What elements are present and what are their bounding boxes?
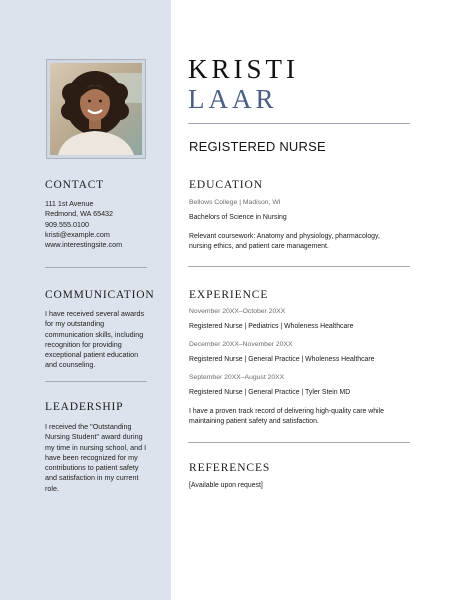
job-dates: November 20XX–October 20XX [189,308,286,315]
sidebar-divider [45,381,147,382]
address-line-1: 111 1st Avenue [45,199,94,208]
job-role: Registered Nurse | General Practice | Tyler Stein MD [189,389,351,396]
coursework [189,232,411,252]
leadership-heading: LEADERSHIP [45,401,124,413]
contact-details [45,199,155,250]
experience-summary [189,407,411,427]
section-divider [188,266,410,267]
job-title: REGISTERED NURSE [189,139,326,154]
text-line: Nursing Student" award during [45,432,143,442]
text-line: I have a proven track record of delivering high-quality care while [189,408,384,415]
education-heading: EDUCATION [189,179,263,191]
text-line: and satisfaction in my current [45,473,139,483]
text-line: and counseling. [45,360,96,370]
experience-heading: EXPERIENCE [189,289,269,301]
sidebar [0,0,171,600]
references-heading: REFERENCES [189,462,271,474]
portrait-image [50,63,142,155]
header-divider [188,123,410,124]
section-divider [188,442,410,443]
phone-number: 909.555.0100 [45,219,89,229]
text-line: I have received several awards [45,309,145,318]
email-address: kristi@example.com [45,229,110,239]
text-line: Relevant coursework: Anatomy and physiology, pharmacology, [189,233,380,240]
text-line: role. [45,483,59,493]
profile-photo [46,59,146,159]
text-line: for my outstanding [45,319,105,329]
text-line: contributions to patient safety [45,463,139,473]
first-name: KRISTI [188,54,299,84]
text-line: nursing ethics, and patient care management. [189,243,329,250]
text-line: communication skills, including [45,329,144,339]
job-role: Registered Nurse | Pediatrics | Wholeness Healthcare [189,323,354,330]
degree: Bachelors of Science in Nursing [189,214,287,221]
text-line: exceptional patient education [45,350,139,360]
communication-text [45,309,155,371]
website-link[interactable]: www.interestingsite.com [45,240,123,250]
job-dates: September 20XX–August 20XX [189,374,285,381]
address-line-2: Redmond, WA 65432 [45,209,114,219]
references-text: [Available upon request] [189,482,263,489]
school-info: Bellows College | Madison, WI [189,199,281,206]
text-line: recognition for providing [45,339,122,349]
contact-heading: CONTACT [45,179,104,191]
text-line: have been recognized for my [45,452,138,462]
leadership-text [45,422,155,494]
job-dates: December 20XX–November 20XX [189,341,293,348]
sidebar-divider [45,267,147,268]
communication-heading: COMMUNICATION [45,289,155,301]
text-line: maintaining patient safety and satisfaction. [189,418,319,425]
last-name: LAAR [188,84,278,114]
text-line: my time in nursing school, and I [45,442,147,452]
text-line: I received the "Outstanding [45,422,132,431]
job-role: Registered Nurse | General Practice | Wholeness Healthcare [189,356,375,363]
